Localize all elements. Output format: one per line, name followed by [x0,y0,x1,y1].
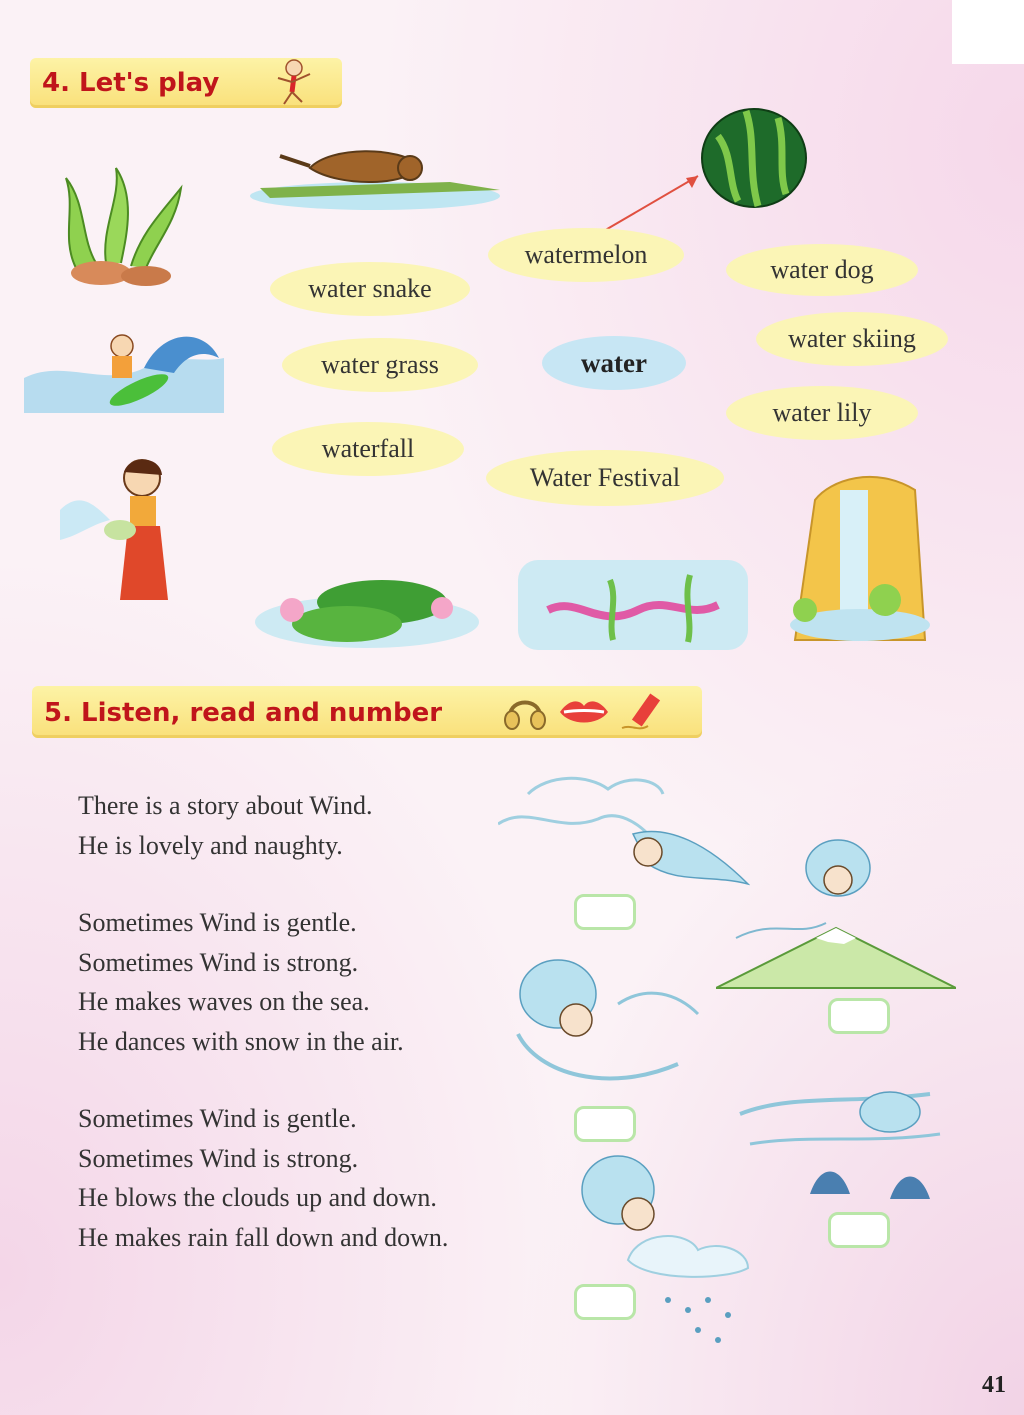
poem-line: Sometimes Wind is gentle. [78,1104,357,1133]
word-water-snake[interactable]: water snake [270,262,470,316]
poem-stanza-1 [78,786,373,865]
word-water-lily[interactable]: water lily [726,386,918,440]
water-grass-illustration [46,158,196,288]
page-number: 41 [982,1372,1006,1398]
arrow-to-watermelon [598,168,708,238]
answer-box-4[interactable] [828,1212,890,1248]
wind-gentle-cloud-illustration [498,764,750,894]
poem-line: Sometimes Wind is gentle. [78,908,357,937]
wind-waves-sea-illustration [498,944,706,1094]
word-waterfall[interactable]: waterfall [272,422,464,476]
water-lily-illustration [252,552,482,652]
poem-line: He dances with snow in the air. [78,1026,404,1056]
word-water-dog[interactable]: water dog [726,244,918,296]
word-water-festival[interactable]: Water Festival [486,450,724,506]
poem-line: He is lovely and naughty. [78,830,343,860]
poem-stanza-2 [78,903,404,1061]
watermelon-illustration [698,106,810,211]
page-corner [952,0,1024,64]
poem-stanza-3 [78,1099,448,1257]
answer-box-1[interactable] [574,894,636,930]
word-water-skiing[interactable]: water skiing [756,312,948,366]
section5-title: 5. Listen, read and number [44,698,443,728]
poem-line: He blows the clouds up and down. [78,1183,437,1212]
pencil-icon [618,688,676,734]
word-water-grass[interactable]: water grass [282,338,478,392]
wind-snow-mountain-illustration [716,838,956,998]
water-snake-illustration [518,550,748,655]
answer-box-5[interactable] [574,1284,636,1320]
poem-line: He makes waves on the sea. [78,987,370,1016]
poem-line: Sometimes Wind is strong. [78,1143,359,1173]
headphones-icon [502,690,548,734]
section4-title: 4. Let's play [42,68,220,98]
answer-box-3[interactable] [574,1106,636,1142]
running-kid-icon [264,56,324,110]
wind-rain-illustration [548,1150,772,1350]
water-dog-illustration [250,138,505,213]
word-water-center[interactable]: water [542,336,686,390]
poem-line: He makes rain fall down and down. [78,1222,449,1252]
waterfall-illustration [785,460,935,645]
poem-line: Sometimes Wind is strong. [78,947,359,977]
water-festival-girl-illustration [50,450,200,620]
water-skiing-illustration [24,318,224,413]
word-watermelon[interactable]: watermelon [488,228,684,282]
lips-icon [556,694,612,730]
poem-line: There is a story about Wind. [78,791,373,820]
answer-box-2[interactable] [828,998,890,1034]
